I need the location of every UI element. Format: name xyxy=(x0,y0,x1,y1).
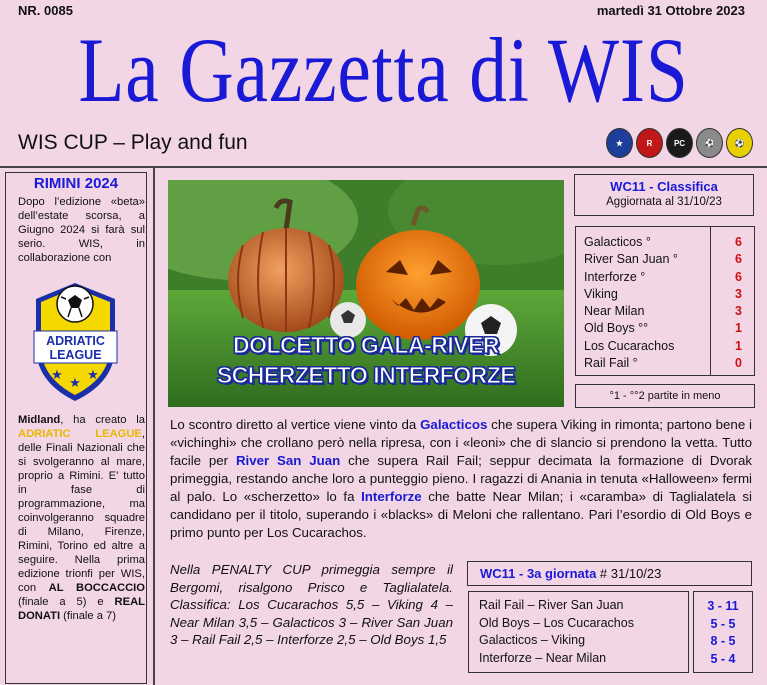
match-score: 5 - 5 xyxy=(710,616,736,631)
team-points: 6 xyxy=(735,235,742,249)
adriatic-league-name: ADRIATIC LEAGUE xyxy=(18,428,142,440)
badge-line2: LEAGUE xyxy=(49,348,102,362)
svg-text:★: ★ xyxy=(87,367,99,382)
photo-headline xyxy=(168,330,564,390)
team-points: 3 xyxy=(735,286,742,301)
team-points: 1 xyxy=(735,338,742,353)
team-name: Viking xyxy=(584,286,618,301)
sponsor-logos xyxy=(606,128,756,162)
main-article xyxy=(170,416,752,542)
header-divider xyxy=(0,166,767,168)
sidebar-title: RIMINI 2024 xyxy=(33,175,119,192)
team-name: Rail Fail ° xyxy=(584,356,638,371)
standings-teams xyxy=(584,234,678,372)
match-score: 3 - 11 xyxy=(707,599,739,613)
super-cup-logo: ⚽ xyxy=(696,128,723,158)
matchday-matches xyxy=(468,591,689,673)
real-logo: R xyxy=(636,128,663,158)
standings-separator xyxy=(710,227,711,375)
adriatic-league-logo: ⚽ xyxy=(726,128,753,158)
standings-table xyxy=(575,226,755,376)
match-score: 8 - 5 xyxy=(710,634,736,648)
pc-logo: PC xyxy=(666,128,693,158)
sidebar-text-2: , delle Finali Nazionali che si svolgeranno al mare, proprio a Rimini. E’ tutto in fase di programmazione, ma coinvolgeranno squadre di Milano, Firenze, Rimini, Torino ed altre a seguire. Nella prima edizione trionfi per WIS, con xyxy=(18,428,145,594)
issue-date: martedì 31 Ottobre 2023 xyxy=(596,3,745,18)
sidebar-text-3: (finale a 5) e xyxy=(18,596,115,608)
team-name: Near Milan xyxy=(584,304,645,319)
badge-line1: ADRIATIC xyxy=(46,334,105,348)
team-name: Los Cucarachos xyxy=(584,338,675,353)
standings-points xyxy=(735,234,742,372)
galacticos-highlight: Galacticos xyxy=(420,417,488,432)
standings-title: WC11 - Classifica xyxy=(610,179,718,194)
team-points: 6 xyxy=(735,269,742,284)
column-divider xyxy=(153,168,155,685)
headline-line-2: SCHERZETTO INTERFORZE xyxy=(216,362,516,388)
standings-header xyxy=(574,174,754,216)
match-row: Old Boys – Los Cucarachos xyxy=(479,615,634,630)
standings-updated: Aggiornata al 31/10/23 xyxy=(606,196,722,208)
match-row: Galacticos – Viking xyxy=(479,633,586,647)
matchday-title: WC11 - 3a giornata xyxy=(480,566,597,581)
team-name: Galacticos ° xyxy=(584,235,651,249)
article-text-1: Lo scontro diretto al vertice viene vinto da xyxy=(170,417,421,432)
matchday-date: # 31/10/23 xyxy=(596,566,662,581)
sidebar-intro: Dopo l’edizione «beta» dell’estate scorsa, a Giugno 2024 si farà sul serio. WIS, in collaborazione con xyxy=(18,196,145,264)
team-points: 1 xyxy=(735,321,742,336)
al-boccaccio-name: AL BOCCACCIO xyxy=(48,582,145,594)
issue-number: NR. 0085 xyxy=(18,3,73,18)
sidebar-body xyxy=(18,413,145,623)
match-row: Interforze – Near Milan xyxy=(479,650,607,665)
river-highlight: River San Juan xyxy=(235,453,341,468)
sidebar-text-1: , ha creato la xyxy=(60,414,145,426)
svg-text:★: ★ xyxy=(51,367,63,382)
matchday-header xyxy=(467,561,752,586)
article-text-4: che batte Near Milan; i «caramba» di Taglialatela si candidano per il titolo, superando i «blacks» di Meloni che rallentano. Pari l’esordio di Old Boys e primo punto per Los Cucarachos. xyxy=(170,489,752,540)
svg-text:★: ★ xyxy=(69,375,81,390)
sidebar-box xyxy=(5,172,147,684)
masthead-title: La Gazzetta di WIS xyxy=(78,19,689,121)
wis-club-logo: ★ xyxy=(606,128,633,158)
team-name: Interforze ° xyxy=(584,269,646,284)
midland-name: Midland xyxy=(18,414,61,426)
match-row: Rail Fail – River San Juan xyxy=(479,598,624,612)
real-donati-name: REAL DONATI xyxy=(18,596,145,622)
masthead-subtitle: WIS CUP – Play and fun xyxy=(18,131,248,154)
standings-note: °1 - °°2 partite in meno xyxy=(575,384,755,408)
team-points: 6 xyxy=(735,252,742,267)
team-points: 0 xyxy=(735,356,742,371)
interforze-highlight: Interforze xyxy=(361,489,422,504)
sidebar-text-4: (finale a 7) xyxy=(60,610,117,622)
team-name: Old Boys °° xyxy=(584,321,649,336)
match-score: 5 - 4 xyxy=(710,651,736,666)
penalty-cup-text: Nella PENALTY CUP primeggia sempre il Bergomi, risalgono Prisco e Taglialatela. Classifica: Los Cucarachos 5,5 – Viking 4 – Near Milan 3,5 – Galacticos 3 – River San Juan 3 – Rail Fail 2,5 – Interforze 2,5 – Old Boys 1,5 xyxy=(170,562,453,647)
matchday-scores xyxy=(693,591,753,673)
article-text-2: che supera Viking in rimonta; partono bene i «vichinghi» che crollano però nella ripresa, con i «leoni» che di slancio si prendono la vetta. Tutto facile per xyxy=(170,417,752,468)
article-text-3: che supera Rail Fail; seppur decimata la formazione di Dvorak primeggia, restando anche loro a punteggio pieno. I ragazzi di Anania in tenuta «Halloween» fermi al palo. Lo «scherzetto» lo fa xyxy=(170,453,752,504)
team-points: 3 xyxy=(735,304,742,319)
adriatic-league-badge xyxy=(28,277,123,405)
headline-line-1: DOLCETTO GALA-RIVER xyxy=(232,332,500,358)
team-name: River San Juan ° xyxy=(584,252,678,267)
